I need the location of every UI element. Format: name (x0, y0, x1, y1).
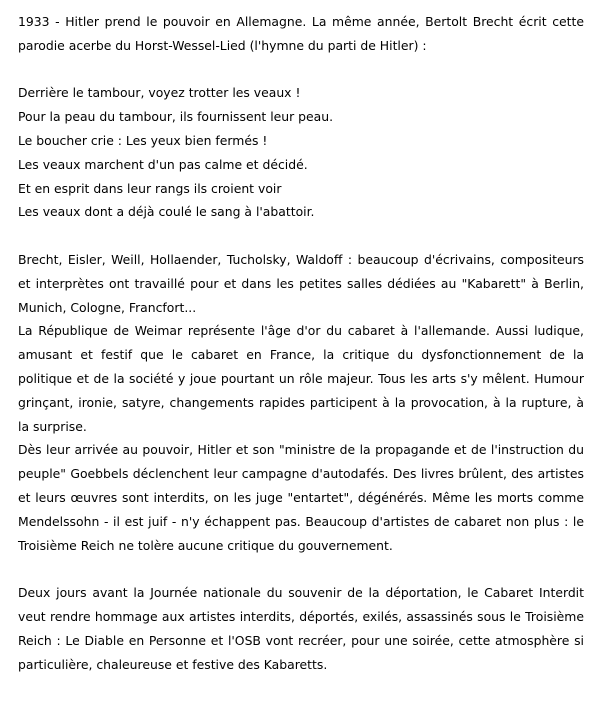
closing-paragraph: Deux jours avant la Journée nationale du souvenir de la déportation, le Cabaret Interdit veut rendre hommage aux artistes interdits, déportés, exilés, assassinés sous le Troisième Reich : Le Diable en Personne et l'OSB vont recréer, pour une soirée, cette atmosphère si particulière, chaleureuse et festive des Kabaretts. (18, 585, 584, 672)
poem-line: Les veaux dont a déjà coulé le sang à l'abattoir. (18, 204, 315, 220)
autodafes-paragraph: Dès leur arrivée au pouvoir, Hitler et son "ministre de la propagande et de l'instruction du peuple" Goebbels déclenchent leur campagne d'autodafés. Des livres brûlent, des artistes et leurs œuvres sont interdits, on les juge "entartet", dégénérés. Même les morts comme Mendelssohn - il est juif - n'y échappent pas. Beaucoup d'artistes de cabaret non plus : le Troisième Reich ne tolère aucune critique du gouvernement. (18, 442, 584, 553)
intro-paragraph: 1933 - Hitler prend le pouvoir en Allemagne. La même année, Bertolt Brecht écrit cette parodie acerbe du Horst-Wessel-Lied (l'hymne du parti de Hitler) : (18, 14, 584, 53)
artists-paragraph: Brecht, Eisler, Weill, Hollaender, Tucholsky, Waldoff : beaucoup d'écrivains, compositeurs et interprètes ont travaillé pour et dans les petites salles dédiées au "Kabarett" à Berlin, Munich, Cologne, Francfort... (18, 251, 584, 315)
poem-line: Le boucher crie : Les yeux bien fermés ! (18, 132, 268, 148)
poem-line: Les veaux marchent d'un pas calme et décidé. (18, 156, 308, 172)
spacer (18, 224, 584, 248)
poem-line: Et en esprit dans leur rangs ils croient voir (18, 180, 282, 196)
poem-block (18, 81, 584, 224)
poem-line: Pour la peau du tambour, ils fournissent leur peau. (18, 109, 334, 125)
poem-line: Derrière le tambour, voyez trotter les veaux ! (18, 85, 301, 101)
document-body (18, 10, 584, 676)
weimar-paragraph: La République de Weimar représente l'âge d'or du cabaret à l'allemande. Aussi ludique, amusant et festif que le cabaret en France, la critique du dysfonctionnement de la politique et de la société y joue pourtant un rôle majeur. Tous les arts s'y mêlent. Humour grinçant, ironie, satyre, changements rapides participent à la provocation, à la rupture, à la surprise. (18, 323, 584, 434)
spacer (18, 58, 584, 82)
spacer (18, 557, 584, 581)
